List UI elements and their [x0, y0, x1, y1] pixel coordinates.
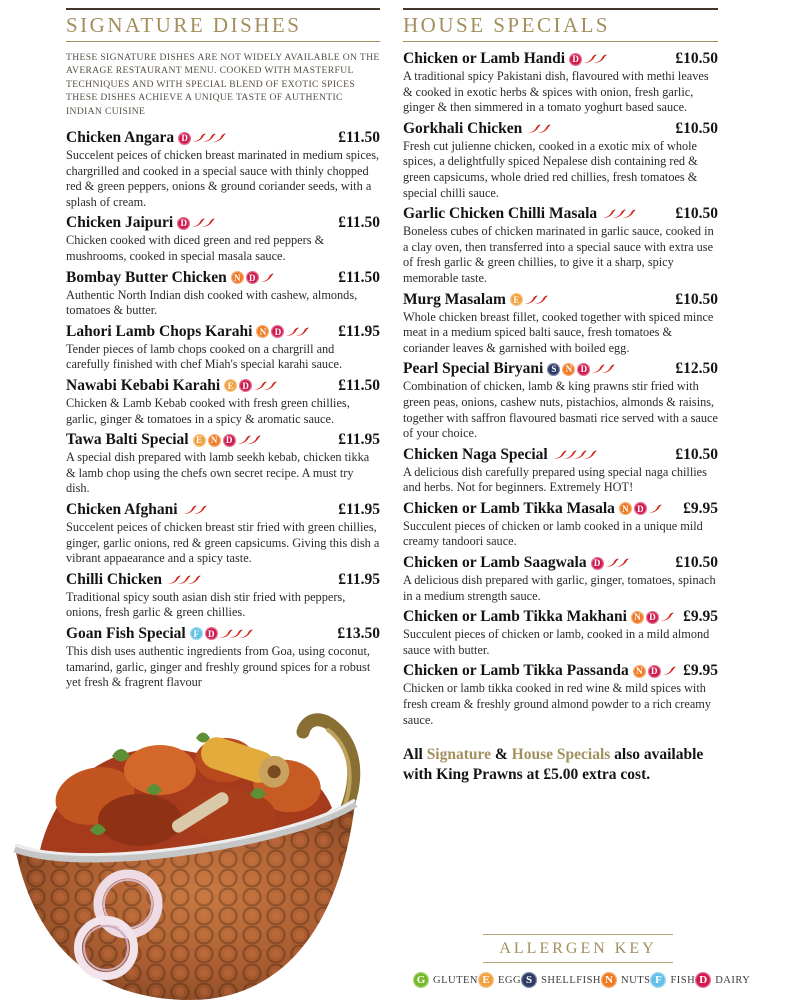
allergen-key-entry-nuts	[601, 972, 650, 988]
allergen-key-label: NUTS	[621, 974, 651, 986]
dish-name: Chicken Afghani	[66, 500, 178, 518]
chilli-rating	[606, 209, 636, 219]
chilli-icon	[537, 124, 551, 134]
menu-item	[66, 624, 380, 691]
dish-description: Fresh cut julienne chicken, cooked in a exotic mix of whole spices, a delightfully spiced Nepalese dish containing red & green capsicums, whole dried red chillies, fresh tomatoes & special chilli sauce.	[403, 138, 698, 200]
dish-price: £10.50	[675, 205, 718, 223]
allergen-badge-d: D	[177, 217, 190, 230]
chilli-icon	[212, 133, 226, 143]
allergen-badge-d: D	[569, 53, 582, 66]
allergen-badge-f: F	[650, 972, 666, 988]
chilli-icon	[193, 505, 207, 515]
chilli-rating	[664, 612, 674, 622]
dish-price: £11.50	[338, 129, 380, 147]
chilli-rating	[264, 273, 274, 283]
chilli-icon	[239, 629, 253, 639]
dish-price: £10.50	[675, 50, 718, 67]
dish-description: A special dish prepared with lamb seekh kebab, chicken tikka & lamb chop using the chefs own secret recipe. A must try dish.	[66, 450, 370, 496]
allergen-key-label: GLUTEN	[433, 974, 478, 986]
allergen-badge-s: S	[521, 972, 537, 988]
menu-item	[403, 661, 718, 728]
chilli-icon	[601, 364, 615, 374]
allergen-key	[413, 934, 751, 988]
menu-item	[403, 607, 718, 658]
dish-price: £10.50	[675, 290, 718, 308]
dish-name: Chicken or Lamb Tikka Makhani	[403, 608, 627, 626]
allergen-badge-f: F	[190, 627, 203, 640]
allergen-badge-n: N	[619, 502, 632, 515]
chilli-icon	[260, 273, 274, 283]
dish-price: £11.95	[338, 431, 380, 449]
allergen-badge-e: E	[510, 293, 523, 306]
signature-items-list	[66, 128, 380, 691]
karahi-curry-photo	[0, 698, 388, 1000]
allergen-key-entry-fish	[650, 972, 695, 988]
menu-item-header	[66, 430, 380, 450]
chilli-icon	[534, 295, 548, 305]
allergen-badge-d: D	[178, 132, 191, 145]
allergen-badge-g: G	[413, 972, 429, 988]
menu-item-header	[66, 268, 380, 288]
chilli-icon	[662, 666, 676, 676]
menu-item-header	[403, 553, 718, 573]
menu-item	[66, 570, 380, 621]
menu-item-header	[66, 624, 380, 644]
allergen-badges	[510, 293, 523, 306]
chilli-rating	[257, 381, 277, 391]
chilli-rating	[587, 54, 607, 64]
allergen-badge-d: D	[246, 271, 259, 284]
menu-item-header	[403, 290, 718, 310]
dish-description: A traditional spicy Pakistani dish, flavoured with methi leaves & cooked in exotic herbs & spices with onion, fresh garlic, ginger & then simmered in a tomato yoghurt based sauce.	[403, 69, 709, 115]
menu-item	[66, 500, 380, 567]
menu-item-header	[66, 500, 380, 520]
allergen-badges	[569, 53, 582, 66]
menu-item	[66, 322, 380, 373]
menu-item-header	[403, 49, 718, 69]
allergen-badge-n: N	[631, 611, 644, 624]
dish-description: Chicken or lamb tikka cooked in red wine & mild spices with fresh cream & freshly ground almond powder to a rich creamy sauce.	[403, 681, 711, 727]
signature-section-title: SIGNATURE DISHES	[66, 13, 380, 42]
menu-item	[403, 499, 718, 550]
chilli-rating	[241, 435, 261, 445]
menu-item-header	[66, 322, 380, 342]
dish-price: £9.95	[683, 662, 718, 680]
allergen-badge-d: D	[239, 379, 252, 392]
dish-description: Succelent peices of chicken breast stir fried with green chillies, ginger, garlic onions, red & green capsicums. Giving this dish a vibrant appaearance and a spicy taste.	[66, 519, 380, 566]
dish-price: £9.95	[683, 608, 718, 626]
chilli-icon	[593, 54, 607, 64]
allergen-badges	[178, 132, 191, 145]
menu-item-header	[403, 445, 718, 465]
dish-description: Succelent peices of chicken breast marinated in medium spices, chargrilled and cooked in a special sauce with thinly chopped red & green peppers, onions & ground coriander seeds, with a splash of cream.	[66, 148, 380, 209]
allergen-badge-d: D	[646, 611, 659, 624]
allergen-badge-n: N	[208, 434, 221, 447]
allergen-badge-s: S	[547, 363, 560, 376]
menu-item-header	[66, 376, 380, 396]
house-section-title: HOUSE SPECIALS	[403, 13, 718, 42]
dish-price: £11.50	[338, 214, 380, 232]
allergen-badges	[619, 502, 647, 515]
note-text: also available with King Prawns at £5.00 extra cost.	[403, 746, 704, 784]
note-text: &	[491, 746, 512, 764]
chilli-rating	[187, 505, 207, 515]
menu-item	[403, 119, 718, 201]
allergen-badges	[190, 627, 218, 640]
menu-item	[66, 128, 380, 210]
menu-item-header	[403, 607, 718, 627]
chilli-icon	[187, 575, 201, 585]
dish-name: Nawabi Kebabi Karahi	[66, 376, 221, 394]
allergen-badge-n: N	[256, 325, 269, 338]
note-gold-text: House Specials	[511, 746, 611, 764]
menu-item	[403, 49, 718, 116]
menu-item	[66, 213, 380, 264]
dish-name: Chicken Angara	[66, 129, 175, 147]
allergen-badge-n: N	[633, 665, 646, 678]
dish-name: Gorkhali Chicken	[403, 119, 523, 137]
dish-description: Whole chicken breast fillet, cooked together with spiced mince meat in a medium spiced balti sauce, fresh tomatoes & coriander leaves & garnished with boiled egg.	[403, 309, 714, 355]
dish-price: £11.95	[338, 570, 380, 588]
menu-item	[403, 204, 718, 286]
chilli-icon	[201, 218, 215, 228]
chilli-icon	[615, 558, 629, 568]
menu-item	[403, 445, 718, 496]
allergen-badges	[591, 557, 604, 570]
dish-description: Tender pieces of lamb chops cooked on a chargrill and carefully finished with chef Miah's special karahi sauce.	[66, 341, 343, 372]
allergen-badges	[256, 325, 284, 338]
allergen-badge-d: D	[577, 363, 590, 376]
dish-name: Chicken or Lamb Handi	[403, 50, 566, 67]
menu-item-header	[66, 213, 380, 233]
dish-name: Bombay Butter Chicken	[66, 268, 227, 286]
menu-item	[403, 359, 718, 441]
allergen-badge-e: E	[224, 379, 237, 392]
menu-item-header	[66, 128, 380, 148]
dish-description: Authentic North Indian dish cooked with cashew, almonds, tomatoes & butter.	[66, 287, 358, 318]
allergen-badge-n: N	[562, 363, 575, 376]
dish-price: £10.50	[675, 119, 718, 137]
menu-item-header	[66, 570, 380, 590]
dish-name: Chicken or Lamb Tikka Masala	[403, 499, 615, 517]
dish-description: Chicken cooked with diced green and red peppers & mushrooms, cooked in special masala sauce.	[66, 233, 325, 263]
chilli-rating	[609, 558, 629, 568]
dish-name: Murg Masalam	[403, 290, 506, 308]
allergen-badge-d: D	[205, 627, 218, 640]
dish-name: Chicken Jaipuri	[66, 214, 174, 232]
menu-item-header	[403, 499, 718, 519]
menu-item-header	[403, 119, 718, 139]
house-specials-section	[403, 8, 718, 801]
allergen-badge-n: N	[601, 972, 617, 988]
signature-section-header	[66, 8, 380, 42]
allergen-badge-e: E	[478, 972, 494, 988]
allergen-key-entry-egg	[478, 972, 521, 988]
allergen-badge-d: D	[271, 325, 284, 338]
allergen-badge-e: E	[193, 434, 206, 447]
chilli-rating	[652, 504, 662, 514]
allergen-badges	[177, 217, 190, 230]
chilli-rating	[595, 364, 615, 374]
dish-description: Boneless cubes of chicken marinated in garlic sauce, cooked in a clay oven, then transferred into a special sauce with extra use of fresh garlic & green chillies, to give it a sharp, spicy memorable taste.	[403, 224, 714, 285]
house-items-list	[403, 49, 718, 728]
chilli-icon	[295, 327, 309, 337]
dish-name: Chilli Chicken	[66, 570, 163, 588]
note-text: All	[403, 746, 427, 764]
dish-description: Succulent pieces of chicken or lamb, cooked in a mild almond sauce with butter.	[403, 627, 710, 657]
menu-item	[403, 553, 718, 604]
dish-name: Chicken Naga Special	[403, 445, 548, 463]
allergen-key-title: ALLERGEN KEY	[483, 934, 672, 963]
menu-item	[403, 290, 718, 357]
allergen-badges	[224, 379, 252, 392]
allergen-key-label: SHELLFISH	[541, 974, 602, 986]
dish-price: £11.95	[338, 500, 380, 518]
menu-item-header	[403, 204, 718, 224]
menu-item-header	[403, 359, 718, 379]
dish-description: Succulent pieces of chicken or lamb cooked in a unique mild creamy tandoori sauce.	[403, 518, 703, 549]
chilli-rating	[531, 124, 551, 134]
allergen-key-label: DAIRY	[715, 974, 751, 986]
chilli-rating	[528, 295, 548, 305]
chilli-icon	[583, 450, 597, 460]
allergen-key-entry-shellfish	[521, 972, 601, 988]
allergen-key-label: EGG	[498, 974, 522, 986]
allergen-badges	[631, 611, 659, 624]
dish-price: £9.95	[683, 499, 718, 517]
dish-description: Traditional spicy south asian dish stir fried with peppers, onions, fresh garlic & green chillies.	[66, 589, 346, 620]
dish-price: £13.50	[337, 624, 380, 642]
menu-item	[66, 268, 380, 319]
allergen-key-entry-gluten	[413, 972, 478, 988]
dish-price: £10.50	[675, 554, 718, 572]
dish-name: Chicken or Lamb Saagwala	[403, 554, 587, 572]
chilli-rating	[557, 450, 597, 460]
allergen-badge-d: D	[648, 665, 661, 678]
chilli-rating	[666, 666, 676, 676]
signature-intro-text: THESE SIGNATURE DISHES ARE NOT WIDELY AVAILABLE ON THE AVERAGE RESTAURANT MENU. COOKED WITH MASTERFUL TECHNIQUES AND WITH SPECIAL BLEND OF EXOTIC SPICES THESE DISHES ACHIEVE A UNIQUE TASTE OF AUTHENTIC INDIAN CUISINE	[66, 52, 380, 117]
dish-name: Tawa Balti Special	[66, 431, 189, 449]
dish-description: Chicken & Lamb Kebab cooked with fresh green chillies, garlic, ginger & tomatoes in a spicy & aromatic sauce.	[66, 395, 350, 426]
allergen-badge-d: D	[591, 557, 604, 570]
chilli-icon	[648, 504, 662, 514]
menu-item	[66, 430, 380, 497]
chilli-rating	[289, 327, 309, 337]
allergen-badge-d: D	[695, 972, 711, 988]
dish-name: Pearl Special Biryani	[403, 360, 544, 378]
menu-item-header	[403, 661, 718, 681]
dish-price: £11.50	[338, 376, 380, 394]
chilli-rating	[223, 629, 253, 639]
signature-dishes-section	[66, 8, 380, 694]
allergen-key-entries	[413, 972, 751, 988]
allergen-key-entry-dairy	[695, 972, 750, 988]
allergen-badges	[633, 665, 661, 678]
allergen-badges	[193, 434, 236, 447]
allergen-badge-d: D	[634, 502, 647, 515]
dish-description: This dish uses authentic ingredients from Goa, using coconut, tamarind, garlic, ginger and freshly ground spices for a robust yet fresh & fragrent flavour	[66, 643, 371, 690]
house-section-header	[403, 8, 718, 42]
allergen-key-label: FISH	[670, 974, 696, 986]
allergen-badge-n: N	[231, 271, 244, 284]
dish-name: Goan Fish Special	[66, 624, 186, 642]
allergen-badges	[547, 363, 590, 376]
chilli-rating	[196, 133, 226, 143]
chilli-icon	[622, 209, 636, 219]
chilli-rating	[195, 218, 215, 228]
chilli-icon	[247, 435, 261, 445]
dish-name: Garlic Chicken Chilli Masala	[403, 205, 598, 223]
dish-name: Lahori Lamb Chops Karahi	[66, 322, 253, 340]
allergen-badges	[231, 271, 259, 284]
king-prawns-note	[403, 745, 718, 785]
chilli-rating	[171, 575, 201, 585]
dish-description: Combination of chicken, lamb & king prawns stir fried with green peas, onions, cashew nuts, pistachios, almonds & raisins, together with saffron flavoured basmati rice served with a sauce of your choice.	[403, 379, 718, 441]
menu-item	[66, 376, 380, 427]
dish-price: £11.95	[338, 322, 380, 340]
allergen-badge-d: D	[223, 434, 236, 447]
note-gold-text: Signature	[426, 746, 491, 764]
dish-description: A delicious dish prepared with garlic, ginger, tomatoes, spinach in a medium strength sauce.	[403, 573, 716, 603]
chilli-icon	[660, 612, 674, 622]
dish-price: £12.50	[675, 360, 718, 378]
dish-price: £10.50	[675, 445, 718, 463]
chilli-icon	[263, 381, 277, 391]
dish-name: Chicken or Lamb Tikka Passanda	[403, 662, 629, 680]
dish-description: A delicious dish carefully prepared using special naga chillies and herbs. Not for beginners. Extremely HOT!	[403, 464, 707, 495]
dish-price: £11.50	[338, 268, 380, 286]
